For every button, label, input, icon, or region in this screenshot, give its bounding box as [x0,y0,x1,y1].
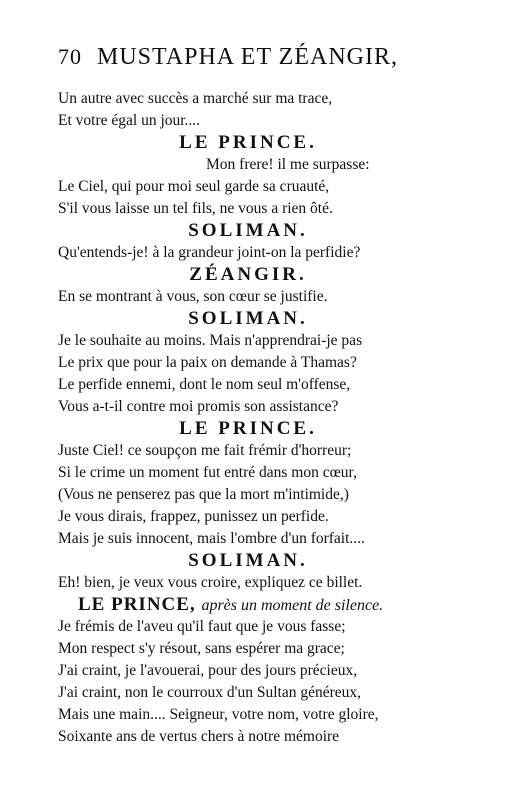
speaker-name: SOLIMAN. [188,220,308,241]
verse-line: Soixante ans de vertus chers à notre mémoire [58,728,340,745]
verse-line: Juste Ciel! ce soupçon me fait frémir d'horreur; [58,442,352,459]
verse-line: Je vous dirais, frappez, punissez un perfide. [58,508,329,525]
verse-line: Mais une main.... Seigneur, votre nom, votre gloire, [58,706,379,723]
verse-line: Mon respect s'y résout, sans espérer ma grace; [58,640,345,657]
verse-line: Eh! bien, je veux vous croire, expliquez ce billet. [58,574,363,591]
verse-line: Qu'entends-je! à la grandeur joint-on la perfidie? [58,244,361,261]
verse-line: Un autre avec succès a marché sur ma trace, [58,90,333,107]
verse-line: Le perfide ennemi, dont le nom seul m'offense, [58,376,351,393]
speaker-with-direction [58,594,438,616]
speaker-name: SOLIMAN. [188,308,308,329]
stage-direction: après un moment de silence. [201,597,384,614]
verse-line: En se montrant à vous, son cœur se justifie. [58,288,328,305]
speaker-name: LE PRINCE, [78,594,196,615]
verse-line: Et votre égal un jour.... [58,112,201,129]
verse-line: J'ai craint, je l'avouerai, pour des jours précieux, [58,662,358,679]
running-header [58,44,398,71]
speaker-name: LE PRINCE. [179,418,317,439]
verse-text [58,88,438,748]
verse-line: Je le souhaite au moins. Mais n'apprendrai-je pas [58,332,363,349]
running-title: MUSTAPHA ET ZÉANGIR, [97,44,398,70]
verse-line: Le Ciel, qui pour moi seul garde sa cruauté, [58,178,330,195]
speaker-name: SOLIMAN. [188,550,308,571]
verse-line: Mon frere! il me surpasse: [206,156,370,173]
verse-line: Mais je suis innocent, mais l'ombre d'un forfait.... [58,530,365,547]
verse-line: J'ai craint, non le courroux d'un Sultan généreux, [58,684,362,701]
page-number: 70 [58,44,82,69]
speaker-name: ZÉANGIR. [189,264,307,285]
speaker-name: LE PRINCE. [179,132,317,153]
verse-line: (Vous ne penserez pas que la mort m'intimide,) [58,486,349,503]
verse-line: Si le crime un moment fut entré dans mon cœur, [58,464,357,481]
verse-line: S'il vous laisse un tel fils, ne vous a rien ôté. [58,200,333,217]
verse-line: Le prix que pour la paix on demande à Thamas? [58,354,357,371]
verse-line: Je frémis de l'aveu qu'il faut que je vous fasse; [58,618,346,635]
verse-line: Vous a-t-il contre moi promis son assistance? [58,398,339,415]
